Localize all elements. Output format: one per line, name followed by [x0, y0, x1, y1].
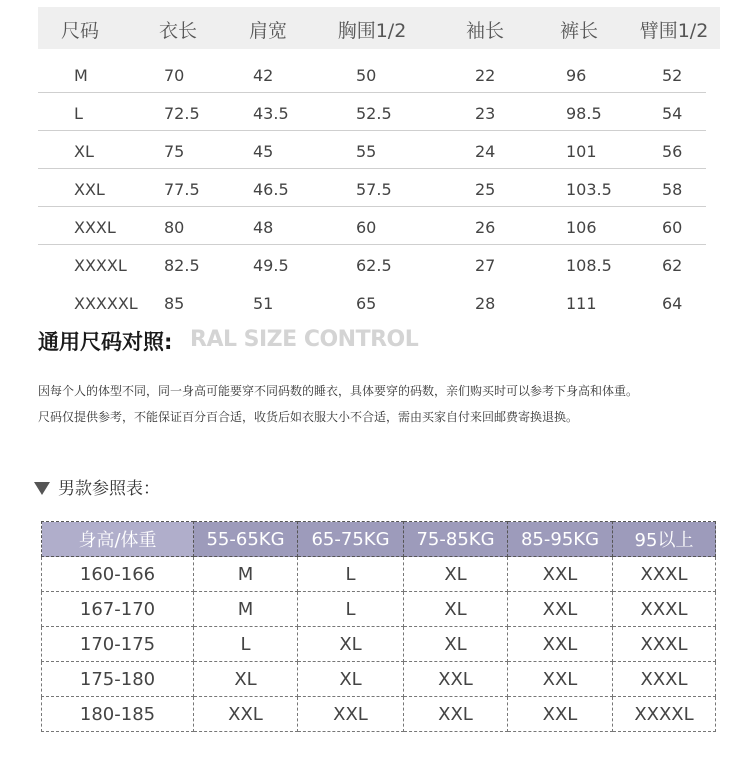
men-reference-cell: XXL [508, 662, 613, 697]
size-table-cell: 56 [662, 142, 683, 161]
size-table-cell: 57.5 [356, 180, 392, 199]
size-table-cell: 50 [356, 66, 377, 85]
size-table-row [0, 248, 750, 286]
size-table-cell: 60 [356, 218, 377, 237]
men-reference-cell: XXL [508, 557, 613, 592]
men-reference-cell: L [298, 592, 404, 627]
size-table-cell: XXXXL [74, 256, 127, 275]
size-table-row [0, 210, 750, 248]
size-table-cell: 51 [253, 294, 274, 313]
general-size-heading: 通用尺码对照: [38, 330, 173, 354]
size-table-cell: 72.5 [164, 104, 200, 123]
size-table-cell: 43.5 [253, 104, 289, 123]
size-header-cell: 袖长 [465, 20, 505, 42]
size-table-cell: 27 [475, 256, 496, 275]
size-table-row [0, 286, 750, 324]
men-reference-header-cell: 75-85KG [404, 522, 508, 557]
size-table-cell: 52 [662, 66, 683, 85]
men-reference-cell: XXL [508, 697, 613, 732]
triangle-down-icon [34, 482, 50, 495]
men-reference-cell: XXL [404, 662, 508, 697]
size-table-cell: 25 [475, 180, 496, 199]
size-table-cell: 55 [356, 142, 377, 161]
men-reference-cell: M [194, 592, 298, 627]
size-table-cell: XXXXXL [74, 294, 138, 313]
size-table-cell: 77.5 [164, 180, 200, 199]
men-reference-cell: 160-166 [42, 557, 194, 592]
men-reference-cell: XXL [508, 592, 613, 627]
men-reference-table [41, 521, 716, 732]
men-reference-cell: L [298, 557, 404, 592]
row-divider [38, 206, 706, 207]
size-table-cell: 96 [566, 66, 587, 85]
men-reference-cell: XXL [508, 627, 613, 662]
row-divider [38, 92, 706, 93]
size-header-cell: 尺码 [60, 20, 100, 42]
size-header-cell: 臂围1/2 [639, 20, 709, 42]
row-divider [38, 130, 706, 131]
size-table-cell: 64 [662, 294, 683, 313]
size-header-cell: 肩宽 [248, 20, 288, 42]
men-reference-cell: 175-180 [42, 662, 194, 697]
men-reference-cell: 180-185 [42, 697, 194, 732]
row-divider [38, 168, 706, 169]
size-table-row [0, 58, 750, 96]
men-reference-header-cell: 身高/体重 [42, 522, 194, 557]
size-table-cell: 85 [164, 294, 185, 313]
size-table-cell: 48 [253, 218, 274, 237]
size-table-cell: 82.5 [164, 256, 200, 275]
size-table-cell: 111 [566, 294, 597, 313]
size-table-cell: 75 [164, 142, 185, 161]
note-line-1: 因每个人的体型不同，同一身高可能要穿不同码数的睡衣，具体要穿的码数，亲们购买时可以参考下身高和体重。 [38, 384, 639, 398]
size-table-cell: 58 [662, 180, 683, 199]
men-reference-title [34, 474, 160, 499]
size-table-cell: XXL [74, 180, 105, 199]
men-reference-cell: M [194, 557, 298, 592]
size-table-cell: 42 [253, 66, 274, 85]
size-table-cell: 24 [475, 142, 496, 161]
men-reference-cell: XL [404, 557, 508, 592]
note-line-2: 尺码仅提供参考，不能保证百分百合适，收货后如衣服大小不合适，需由买家自付来回邮费寄换退换。 [38, 410, 579, 424]
men-reference-title-text: 男款参照表： [58, 479, 160, 499]
men-reference-cell: XXXL [613, 592, 716, 627]
men-reference-cell: XXXL [613, 557, 716, 592]
size-table-cell: XL [74, 142, 94, 161]
men-reference-cell: XXXL [613, 627, 716, 662]
size-table-cell: 103.5 [566, 180, 612, 199]
size-header-cell: 胸围1/2 [337, 20, 407, 42]
men-reference-cell: XL [298, 662, 404, 697]
men-reference-cell: XL [404, 627, 508, 662]
size-table-row [0, 172, 750, 210]
size-table-row [0, 96, 750, 134]
men-reference-row [42, 592, 716, 627]
size-table-cell: L [74, 104, 83, 123]
men-reference-cell: XL [298, 627, 404, 662]
men-reference-cell: XXXXL [613, 697, 716, 732]
men-reference-cell: 167-170 [42, 592, 194, 627]
size-table-cell: 45 [253, 142, 274, 161]
general-size-subtitle: RAL SIZE CONTROL [190, 327, 419, 352]
size-table-cell: 62.5 [356, 256, 392, 275]
size-table-cell: 28 [475, 294, 496, 313]
size-table-cell: 60 [662, 218, 683, 237]
size-table-cell: 101 [566, 142, 597, 161]
size-table-cell: 49.5 [253, 256, 289, 275]
size-table-cell: 108.5 [566, 256, 612, 275]
men-reference-cell: XXL [298, 697, 404, 732]
size-header-cell: 裤长 [559, 20, 599, 42]
men-reference-cell: XXXL [613, 662, 716, 697]
men-reference-cell: 170-175 [42, 627, 194, 662]
size-table-cell: 70 [164, 66, 185, 85]
men-reference-header-row [42, 522, 716, 557]
men-reference-cell: L [194, 627, 298, 662]
size-header-cell: 衣长 [158, 20, 198, 42]
size-table-cell: 46.5 [253, 180, 289, 199]
size-table-cell: 98.5 [566, 104, 602, 123]
men-reference-row [42, 627, 716, 662]
men-reference-cell: XXL [404, 697, 508, 732]
men-reference-cell: XL [194, 662, 298, 697]
size-table-cell: XXXL [74, 218, 116, 237]
men-reference-header-cell: 85-95KG [508, 522, 613, 557]
men-reference-row [42, 557, 716, 592]
size-table-cell: 106 [566, 218, 597, 237]
men-reference-row [42, 662, 716, 697]
men-reference-cell: XXL [194, 697, 298, 732]
size-table-cell: 23 [475, 104, 496, 123]
men-reference-cell: XL [404, 592, 508, 627]
row-divider [38, 244, 706, 245]
size-table-row [0, 134, 750, 172]
size-table-cell: 65 [356, 294, 377, 313]
size-table-cell: 22 [475, 66, 496, 85]
size-table-cell: 80 [164, 218, 185, 237]
men-reference-row [42, 697, 716, 732]
size-table-cell: 54 [662, 104, 683, 123]
size-table-cell: 62 [662, 256, 683, 275]
men-reference-header-cell: 65-75KG [298, 522, 404, 557]
size-table-cell: 26 [475, 218, 496, 237]
men-reference-header-cell: 55-65KG [194, 522, 298, 557]
men-reference-header-cell: 95以上 [613, 522, 716, 557]
size-table-cell: 52.5 [356, 104, 392, 123]
size-table-cell: M [74, 66, 88, 85]
